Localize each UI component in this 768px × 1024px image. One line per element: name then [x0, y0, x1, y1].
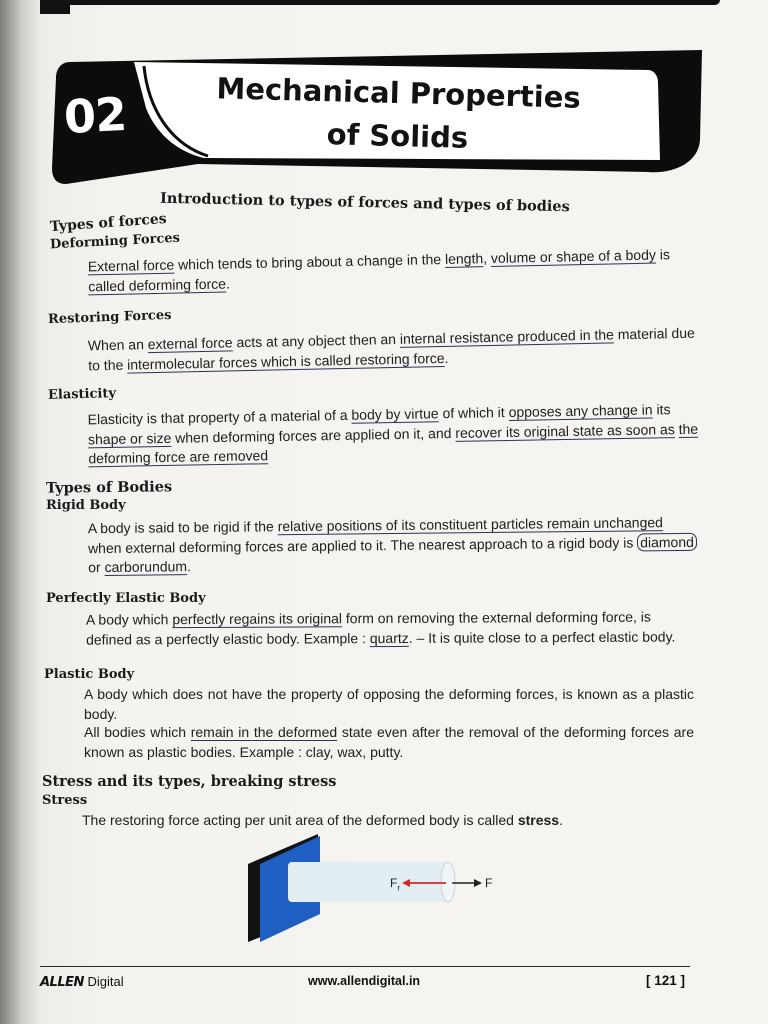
text-fragment: . [559, 812, 563, 828]
elasticity-text [88, 400, 701, 469]
text-fragment: . – It is quite close to a perfect elastic body. [408, 628, 676, 646]
text-fragment: when external deforming forces are applied to it. The nearest approach to a rigid body is [87, 533, 638, 556]
text-fragment: which tends to bring about a change in the [174, 250, 446, 273]
plastic-body-text-2 [84, 723, 694, 762]
text-fragment: or [88, 559, 105, 576]
page-top-edge-corner [40, 0, 70, 14]
stress-main-heading: Stress and its types, breaking stress [42, 773, 337, 790]
text-fragment: A body which [85, 611, 173, 628]
stress-diagram-svg [244, 830, 514, 950]
types-of-bodies-heading: Types of Bodies [45, 478, 173, 497]
intro-heading: Introduction to types of forces and types of bodies [159, 189, 570, 216]
stress-diagram [244, 830, 514, 950]
text-fragment: body by virtue [351, 405, 439, 423]
text-fragment: . [444, 349, 449, 366]
elasticity-heading: Elasticity [47, 386, 117, 403]
stress-heading: Stress [42, 793, 88, 808]
page-top-edge [60, 0, 720, 5]
text-fragment: is [655, 246, 671, 263]
text-fragment: When an [87, 336, 148, 354]
text-fragment: internal resistance produced in the [399, 326, 615, 347]
perfectly-elastic-text [86, 607, 700, 649]
text-fragment: length [444, 250, 484, 267]
text-fragment: volume or shape of a body [490, 246, 657, 266]
chapter-banner [48, 48, 702, 190]
text-fragment: carborundum [104, 558, 188, 576]
stress-text [82, 811, 702, 831]
rod-end [441, 862, 455, 902]
text-fragment: shape or size [87, 429, 172, 447]
rigid-body-heading: Rigid Body [46, 498, 126, 513]
text-fragment: quartz [369, 629, 409, 646]
text-fragment: its [652, 401, 671, 418]
types-of-forces-heading: Types of forces [49, 210, 168, 236]
chapter-title [197, 67, 599, 163]
footer-url[interactable]: www.allendigital.in [308, 974, 421, 988]
chapter-title-line1: Mechanical Properties [216, 71, 582, 115]
text-fragment: External force [87, 256, 175, 275]
rod [288, 862, 448, 902]
chapter-number: 02 [62, 86, 128, 145]
text-fragment: All bodies which [84, 724, 191, 740]
text-fragment: when deforming forces are applied on it, and [171, 424, 456, 446]
plastic-body-heading: Plastic Body [44, 667, 135, 682]
restoring-forces-heading: Restoring Forces [47, 307, 172, 328]
text-fragment: perfectly regains its original [172, 610, 343, 628]
text-fragment: of which it [438, 403, 509, 422]
text-fragment: external force [147, 334, 233, 353]
text-fragment: the deforming force are removed [88, 420, 699, 467]
text-fragment: . [186, 558, 192, 575]
text-fragment: called deforming force [88, 275, 227, 294]
text-fragment: The restoring force acting per unit area of the deformed body is called [82, 812, 518, 828]
text-fragment: diamond [637, 532, 697, 551]
restoring-force-label [390, 876, 400, 892]
deforming-forces-heading: Deforming Forces [49, 230, 181, 253]
text-fragment: A body is said to be rigid if the [87, 518, 278, 537]
text-fragment: . [225, 274, 231, 292]
text-fragment: stress [517, 812, 560, 828]
text-fragment: Elasticity is that property of a material of a [87, 406, 352, 428]
page-number: [ 121 ] [646, 973, 686, 988]
brand-logo-text: ALLEN [40, 975, 84, 990]
text-fragment: state even after the removal of the deforming forces are known as plastic bodies. Example : clay, wax, putty. [84, 724, 694, 760]
applied-force-label: F [485, 876, 493, 890]
text-fragment: , [482, 249, 492, 267]
text-fragment: remain in the deformed [190, 724, 338, 740]
text-fragment: recover its original state as soon as [455, 420, 675, 441]
text-fragment: relative positions of its constituent particles remain unchanged [277, 514, 663, 535]
text-fragment: acts at any object then an [232, 330, 401, 351]
perfectly-elastic-heading: Perfectly Elastic Body [46, 591, 206, 606]
plastic-body-text-1: A body which does not have the property of opposing the deforming forces, is known as a plastic body. [84, 686, 694, 722]
text-fragment: F [390, 876, 398, 890]
text-fragment: intermolecular forces which is called restoring force [127, 349, 445, 373]
text-fragment: opposes any change in [508, 401, 653, 420]
chapter-title-line2: of Solids [326, 117, 469, 155]
brand-digital-text: Digital [83, 974, 124, 989]
applied-force-arrowhead [474, 879, 482, 887]
text-fragment: r [397, 883, 401, 893]
rigid-body-text [88, 513, 701, 578]
footer-brand [40, 973, 124, 991]
footer-divider [40, 966, 690, 967]
text-fragment: material due to the [88, 324, 695, 373]
text-fragment: form on removing the external deforming force, is defined as a perfectly elastic body. Example : [86, 608, 651, 648]
